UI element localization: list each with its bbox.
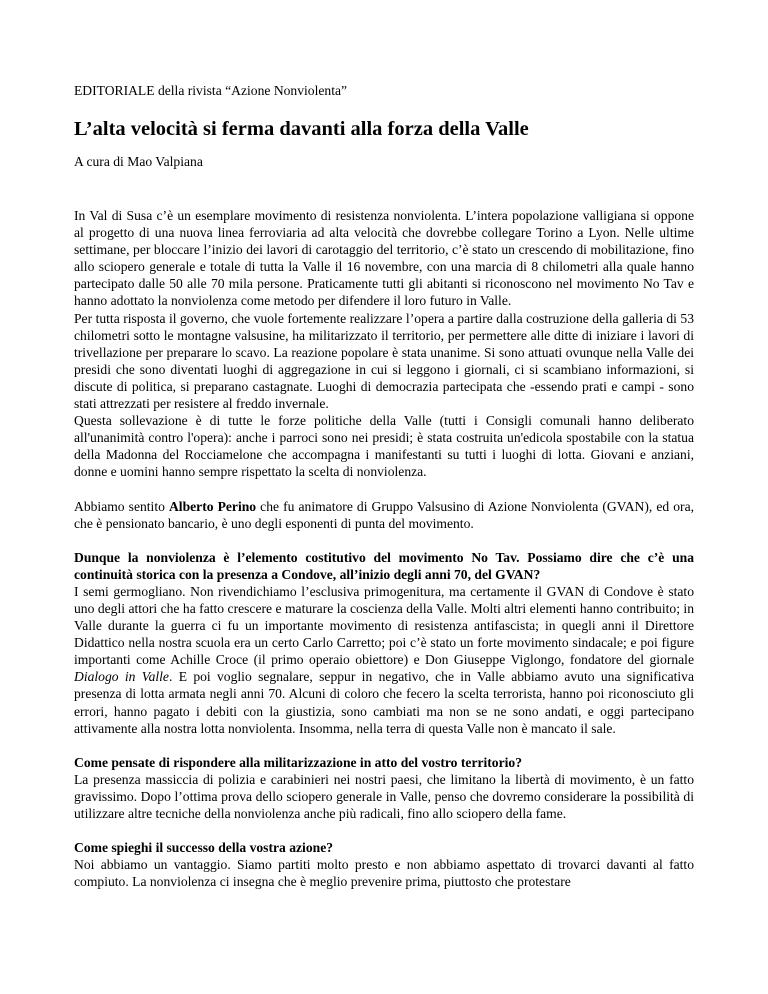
perino-name: Alberto Perino bbox=[168, 498, 257, 514]
answer-3: Noi abbiamo un vantaggio. Siamo partiti molto presto e non abbiamo aspettato di trovarci davanti al fatto compiuto. La nonviolenza ci insegna che è meglio prevenire prima, piuttosto che protestare bbox=[74, 857, 694, 890]
byline: A cura di Mao Valpiana bbox=[74, 154, 203, 169]
intro-paragraph-1: In Val di Susa c’è un esemplare movimento di resistenza nonviolenta. L’intera popolazione valligiana si oppone al progetto di una nuova linea ferroviaria ad alta velocità che dovrebbe collegare Torino a Lyon. Nelle ultime settimane, per bloccare l’inizio dei lavori di carotaggio del territorio, c’è stato un crescendo di mobilitazione, fino allo sciopero generale e totale di tutta la Valle il 16 novembre, con una marcia di 8 chilometri alla quale hanno partecipato dalle 50 alle 70 mila persone. Praticamente tutti gli abitanti si riconoscono nel movimento No Tav e hanno adottato la nonviolenza come metodo per difendere il loro futuro in Valle. bbox=[74, 208, 694, 309]
answer-1-before: I semi germogliano. Non rivendichiamo l’esclusiva primogenitura, ma certamente il GVAN di Condove è stato uno degli attori che ha fatto crescere e maturare la coscienza della Valle. Molti altri elementi hanno contribuito; in Valle durante la guerra ci fu un importante movimento di resistenza antifascista; in quegli anni il Direttore Didattico nella nostra scuola era un certo Carlo Carretto; poi c’è stato un forte movimento sindacale; e poi figure importanti come Achille Croce (il primo operaio obiettore) e Don Giuseppe Viglongo, fondatore del giornale bbox=[74, 583, 694, 668]
answer-1-after: . E poi voglio segnalare, seppur in negativo, che in Valle abbiamo avuto una significativa presenza di lotta armata negli anni 70. Alcuni di coloro che fecero la scelta terrorista, hanno poi riconosciuto gli errori, hanno pagato i debiti con la giustizia, sono cambiati ma non se ne sono andati, e oggi partecipano attivamente alla nostra lotta nonviolenta. Insomma, nella terra di questa Valle non è mancato il sale. bbox=[74, 669, 695, 736]
article-body bbox=[74, 207, 694, 890]
question-3: Come spieghi il successo della vostra azione? bbox=[74, 840, 334, 856]
answer-1 bbox=[74, 583, 694, 737]
question-1: Dunque la nonviolenza è l’elemento costitutivo del movimento No Tav. Possiamo dire che c’è una continuità storica con la presenza a Condove, all’inizio degli anni 70, del GVAN? bbox=[74, 549, 694, 582]
perino-intro-before: Abbiamo sentito bbox=[74, 498, 169, 514]
perino-intro bbox=[74, 498, 694, 532]
question-2: Come pensate di rispondere alla militarizzazione in atto del vostro territorio? bbox=[74, 754, 523, 770]
editorial-kicker: EDITORIALE della rivista “Azione Nonviolenta” bbox=[74, 83, 348, 98]
intro-paragraph-2: Per tutta risposta il governo, che vuole fortemente realizzare l’opera a partire dalla costruzione della galleria di 53 chilometri sotto le montagne valsusine, ha militarizzato il territorio, per permettere alle ditte di iniziare i lavori di trivellazione per preparare lo scavo. La reazione popolare è stata unanime. Si sono attuati ovunque nella Valle dei presidi che sono diventati luoghi di aggregazione in cui si leggono i giornali, ci si scambiano informazioni, si discute di politica, si preparano castagnate. Luoghi di democrazia partecipata che -essendo prati e campi - sono stati attrezzati per resistere al freddo invernale. bbox=[74, 310, 694, 412]
intro-paragraph-3: Questa sollevazione è di tutte le forze politiche della Valle (tutti i Consigli comunali hanno deliberato all'unanimità contro l'opera): anche i parroci sono nei presidi; è stata costruita un'edicola spostabile con la statua della Madonna del Rocciamelone che accompagna i manifestanti su tutti i luoghi di lotta. Giovani e anziani, donne e uomini hanno sempre rispettato la scelta di nonviolenza. bbox=[74, 413, 694, 480]
answer-2: La presenza massiccia di polizia e carabinieri nei nostri paesi, che limitano la libertà di movimento, è un fatto gravissimo. Dopo l’ottima prova dello sciopero generale in Valle, penso che dovremo considerare la possibilità di utilizzare altre tecniche della nonviolenza anche più radicali, fino allo sciopero della fame. bbox=[74, 771, 694, 821]
perino-intro-after: che fu animatore di Gruppo Valsusino di Azione Nonviolenta (GVAN), ed ora, che è pensionato bancario, è uno degli esponenti di punta del movimento. bbox=[74, 498, 695, 531]
article-title: L’alta velocità si ferma davanti alla forza della Valle bbox=[74, 118, 529, 140]
newspaper-title: Dialogo in Valle bbox=[74, 669, 169, 685]
